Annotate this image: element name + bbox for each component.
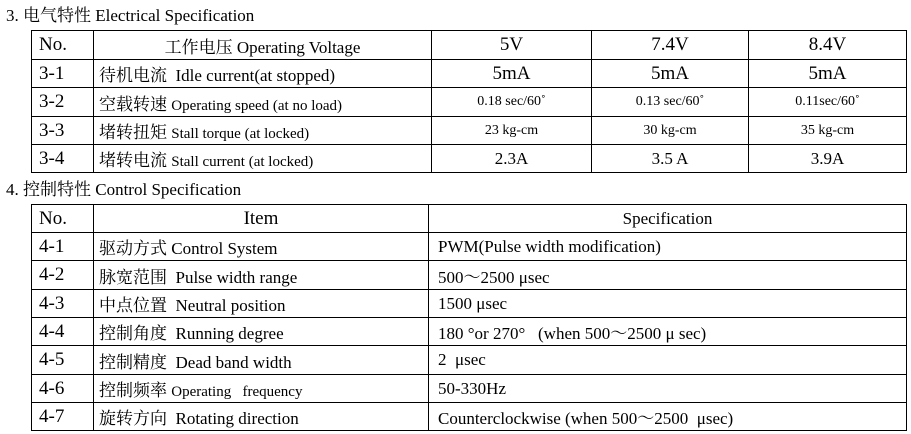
value-5v: 2.3A [432, 145, 592, 173]
item-en: Idle current(at stopped) [175, 66, 336, 85]
item-en: Operating frequency [171, 384, 303, 400]
row-no: 4-5 [32, 346, 94, 375]
item-cn: 控制精度 [99, 352, 167, 372]
header-7-4v: 7.4V [592, 31, 749, 60]
value-7-4v: 0.13 sec/60˚ [592, 88, 749, 117]
value-8-4v: 35 kg-cm [749, 117, 907, 145]
item-cn: 中点位置 [99, 296, 167, 315]
item-cn: 控制频率 [99, 381, 167, 400]
row-no: 4-1 [32, 233, 94, 261]
header-no: No. [32, 205, 94, 233]
value-7-4v: 5mA [592, 60, 749, 88]
row-item [94, 375, 429, 403]
value-8-4v: 0.11sec/60˚ [749, 88, 907, 117]
table-row [32, 261, 907, 290]
row-spec: 500～2500 μsec [429, 261, 907, 290]
row-item [94, 346, 429, 375]
row-no: 3-1 [32, 60, 94, 88]
row-spec: 1500 μsec [429, 290, 907, 318]
item-en: Pulse width range [175, 267, 298, 287]
table-row [32, 88, 907, 117]
row-no: 3-4 [32, 145, 94, 173]
table-row [32, 60, 907, 88]
row-item [94, 403, 429, 431]
row-item [94, 233, 429, 261]
control-spec-table [31, 204, 907, 431]
item-cn: 堵转电流 [99, 151, 167, 170]
header-8-4v: 8.4V [749, 31, 907, 60]
item-cn: 旋转方向 [99, 409, 167, 428]
row-no: 4-2 [32, 261, 94, 290]
row-spec: 180 °or 270° (when 500～2500 μ sec) [429, 318, 907, 346]
header-operating-voltage: 工作电压 Operating Voltage [94, 31, 432, 60]
item-cn: 待机电流 [99, 66, 167, 85]
row-spec: 50-330Hz [429, 375, 907, 403]
header-specification: Specification [429, 205, 907, 233]
table-row [32, 117, 907, 145]
electrical-section-heading: 3. 电气特性 Electrical Specification [6, 6, 255, 25]
item-en: Neutral position [175, 296, 286, 315]
table-row [32, 403, 907, 431]
control-section-heading: 4. 控制特性 Control Specification [6, 180, 242, 199]
value-5v: 5mA [432, 60, 592, 88]
row-item [94, 60, 432, 88]
row-no: 4-6 [32, 375, 94, 403]
row-item [94, 145, 432, 173]
row-item [94, 261, 429, 290]
row-no: 4-3 [32, 290, 94, 318]
row-item [94, 318, 429, 346]
table-header-row [32, 31, 907, 60]
row-spec: Counterclockwise (when 500～2500 μsec) [429, 403, 907, 431]
row-spec: PWM(Pulse width modification) [429, 233, 907, 261]
item-en: Dead band width [175, 352, 292, 372]
value-7-4v: 30 kg-cm [592, 117, 749, 145]
item-en: Stall current (at locked) [171, 154, 314, 170]
row-no: 4-7 [32, 403, 94, 431]
table-row [32, 145, 907, 173]
header-5v: 5V [432, 31, 592, 60]
value-8-4v: 3.9A [749, 145, 907, 173]
electrical-spec-table [31, 30, 907, 173]
value-7-4v: 3.5 A [592, 145, 749, 173]
row-no: 3-3 [32, 117, 94, 145]
row-no: 4-4 [32, 318, 94, 346]
table-row [32, 375, 907, 403]
item-en: Control System [171, 239, 278, 258]
item-cn: 堵转扭矩 [99, 123, 167, 142]
row-item [94, 88, 432, 117]
item-en: Rotating direction [175, 409, 299, 428]
item-en: Operating speed (at no load) [171, 97, 343, 114]
item-cn: 驱动方式 [99, 239, 167, 258]
row-item [94, 117, 432, 145]
value-5v: 0.18 sec/60˚ [432, 88, 592, 117]
item-en: Running degree [175, 324, 284, 343]
table-row [32, 290, 907, 318]
item-cn: 空载转速 [99, 94, 167, 114]
table-row [32, 346, 907, 375]
value-5v: 23 kg-cm [432, 117, 592, 145]
table-row [32, 233, 907, 261]
table-row [32, 318, 907, 346]
value-8-4v: 5mA [749, 60, 907, 88]
table-header-row [32, 205, 907, 233]
item-cn: 脉宽范围 [99, 267, 167, 287]
row-item [94, 290, 429, 318]
row-spec: 2 μsec [429, 346, 907, 375]
row-no: 3-2 [32, 88, 94, 117]
header-no: No. [32, 31, 94, 60]
item-cn: 控制角度 [99, 324, 167, 343]
item-en: Stall torque (at locked) [171, 126, 310, 142]
header-item: Item [94, 205, 429, 233]
